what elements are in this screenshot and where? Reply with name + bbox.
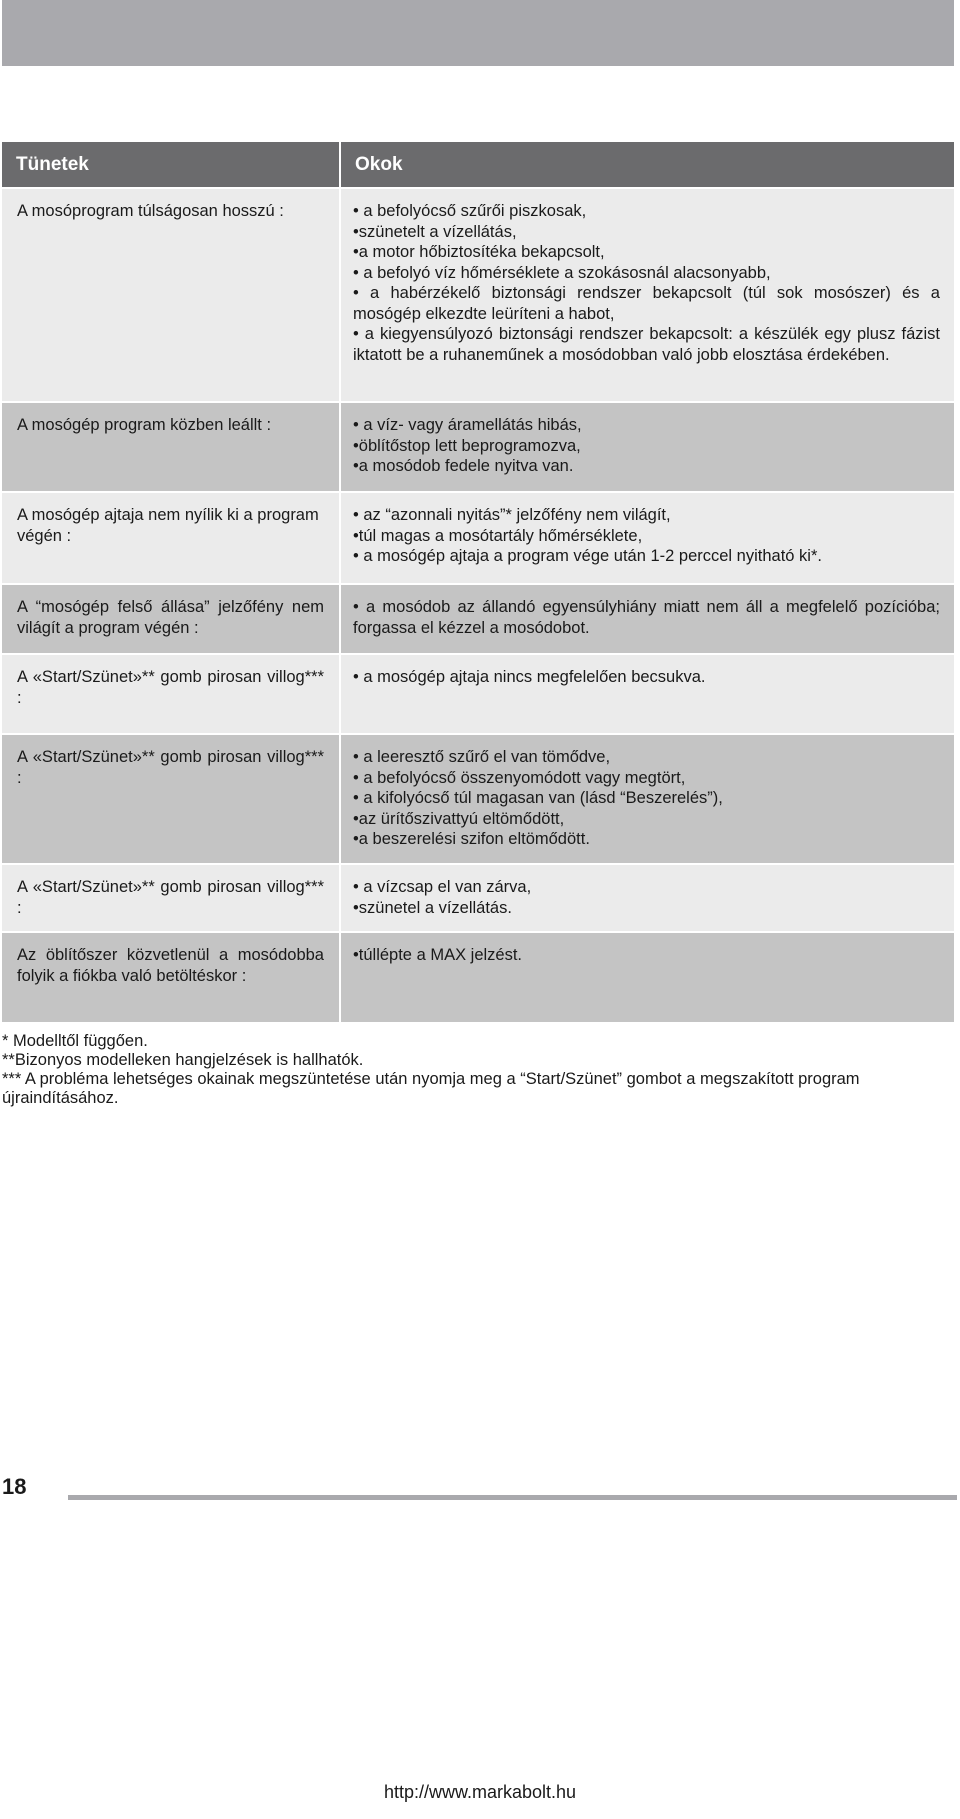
causes-cell: [340, 864, 954, 932]
cause-item: • a leeresztő szűrő el van tömődve,: [353, 748, 611, 766]
cause-item: •a motor hőbiztosítéka bekapcsolt,: [353, 243, 605, 261]
troubleshooting-table: [2, 142, 954, 1022]
causes-cell: [340, 654, 954, 734]
symptom-cell: A mosógép ajtaja nem nyílik ki a program végén :: [2, 492, 340, 584]
cause-item: • a kifolyócső túl magasan van (lásd “Beszerelés”),: [353, 789, 723, 807]
symptom-cell: A mosógép program közben leállt :: [2, 402, 340, 492]
cause-item: •szünetelt a vízellátás,: [353, 222, 517, 241]
cause-item: • a befolyócső összenyomódott vagy megtört,: [353, 768, 686, 787]
causes-cell: [340, 584, 954, 654]
cause-item: •túllépte a MAX jelzést.: [353, 946, 523, 964]
causes-cell: [340, 734, 954, 864]
page-footer-rule: [68, 1495, 957, 1500]
page-header-bar: [2, 0, 954, 66]
footnotes: [2, 1032, 954, 1108]
symptom-cell: A mosóprogram túlságosan hosszú :: [2, 188, 340, 402]
cause-item: • az “azonnali nyitás”* jelzőfény nem világít,: [353, 506, 671, 524]
cause-item: •túl magas a mosótartály hőmérséklete,: [353, 526, 643, 545]
cause-item: •szünetel a vízellátás.: [353, 898, 512, 917]
cause-item: •a beszerelési szifon eltömődött.: [353, 830, 590, 848]
footnote: *** A probléma lehetséges okainak megszüntetése után nyomja meg a “Start/Szünet” gombot a megszakított program újraindításához.: [2, 1070, 860, 1107]
causes-cell: [340, 492, 954, 584]
symptom-cell: A «Start/Szünet»** gomb pirosan villog*** :: [2, 734, 340, 864]
table-row: [2, 932, 954, 1022]
causes-cell: [340, 402, 954, 492]
footnote: **Bizonyos modelleken hangjelzések is hallhatók.: [2, 1051, 364, 1069]
cause-item: • a kiegyensúlyozó biztonsági rendszer bekapcsolt: a készülék egy plusz fázist iktatott be a ruhaneműnek a mosódobban való jobb elosztása érdekében.: [353, 325, 940, 364]
table-row: [2, 734, 954, 864]
cause-item: • a mosógép ajtaja nincs megfelelően becsukva.: [353, 668, 706, 686]
cause-item: • a mosógép ajtaja a program vége után 1-2 perccel nyitható ki*.: [353, 547, 822, 565]
symptom-cell: Az öblítőszer közvetlenül a mosódobba folyik a fiókba való betöltéskor :: [2, 932, 340, 1022]
table-row: [2, 584, 954, 654]
column-header-symptoms: Tünetek: [2, 142, 340, 188]
table-row: [2, 492, 954, 584]
symptom-cell: A «Start/Szünet»** gomb pirosan villog*** :: [2, 864, 340, 932]
cause-item: •a mosódob fedele nyitva van.: [353, 457, 574, 475]
symptom-cell: A “mosógép felső állása” jelzőfény nem világít a program végén :: [2, 584, 340, 654]
cause-item: •öblítőstop lett beprogramozva,: [353, 436, 581, 455]
cause-item: • a habérzékelő biztonsági rendszer bekapcsolt (túl sok mosószer) és a mosógép elkezdte leüríteni a habot,: [353, 284, 940, 323]
table-header-row: [2, 142, 954, 188]
cause-item: • a befolyócső szűrői piszkosak,: [353, 202, 587, 220]
cause-item: • a víz- vagy áramellátás hibás,: [353, 416, 582, 434]
table-row: [2, 402, 954, 492]
causes-cell: [340, 932, 954, 1022]
table-row: [2, 654, 954, 734]
footnote: * Modelltől függően.: [2, 1032, 148, 1050]
column-header-causes: Okok: [340, 142, 954, 188]
cause-item: •az ürítőszivattyú eltömődött,: [353, 809, 565, 828]
table-row: [2, 864, 954, 932]
symptom-cell: A «Start/Szünet»** gomb pirosan villog*** :: [2, 654, 340, 734]
cause-item: • a mosódob az állandó egyensúlyhiány miatt nem áll a megfelelő pozícióba; forgassa el kézzel a mosódobot.: [353, 598, 940, 637]
cause-item: • a vízcsap el van zárva,: [353, 878, 532, 896]
table-row: [2, 188, 954, 402]
footer-url: http://www.markabolt.hu: [383, 1782, 577, 1802]
page-number: 18: [2, 1474, 27, 1499]
cause-item: • a befolyó víz hőmérséklete a szokásosnál alacsonyabb,: [353, 263, 771, 282]
causes-cell: [340, 188, 954, 402]
